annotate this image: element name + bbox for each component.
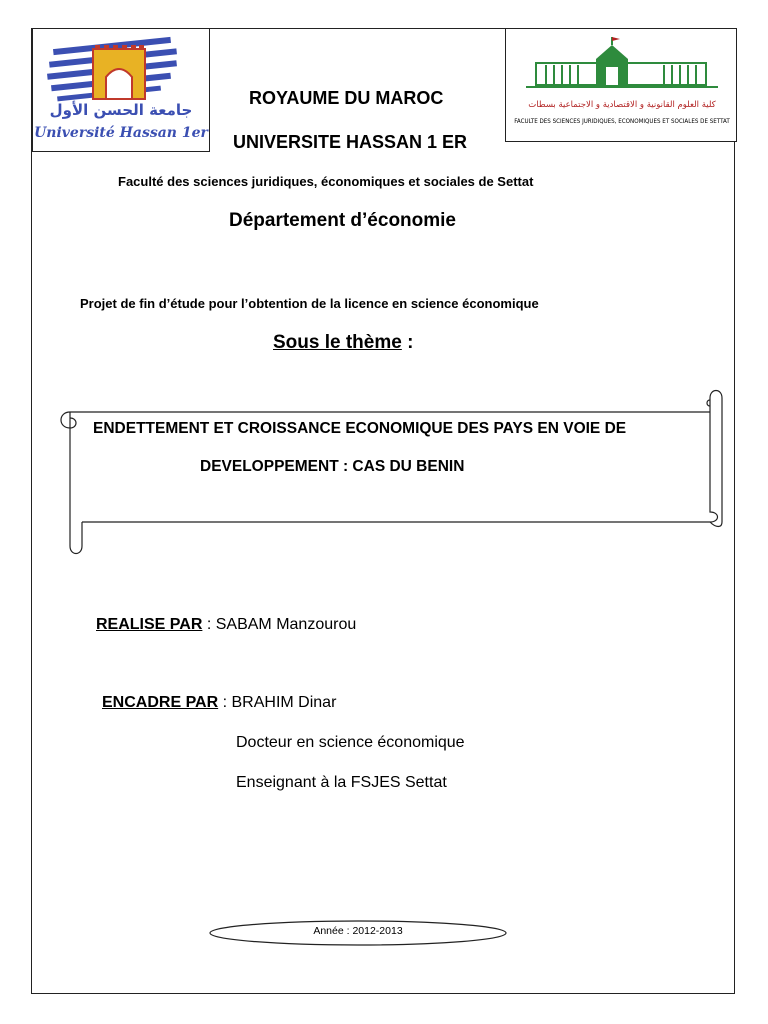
logo-latin-text: FACULTE DES SCIENCES JURIDIQUES, ECONOMIQUES ET SOCIALES DE SETTAT	[514, 118, 730, 125]
supervisor-separator: :	[218, 694, 232, 711]
author-name: SABAM Manzourou	[215, 616, 357, 633]
supervisor-label: ENCADRE PAR	[102, 694, 219, 711]
faculty-building-icon	[506, 29, 737, 142]
supervisor-line	[102, 694, 336, 712]
university-heading: UNIVERSITE HASSAN 1 ER	[233, 132, 468, 152]
theme-label: Sous le thème	[273, 332, 402, 353]
theme-heading	[273, 332, 413, 354]
department-heading: Département d’économie	[229, 210, 456, 231]
supervisor-title: Docteur en science économique	[236, 734, 465, 751]
author-line	[96, 616, 356, 634]
thesis-title-line-2: DEVELOPPEMENT : CAS DU BENIN	[200, 458, 465, 475]
project-description: Projet de fin d’étude pour l’obtention de la licence en science économique	[80, 296, 539, 311]
academic-year: Année : 2012-2013	[313, 925, 403, 937]
logo-arabic-text: كلية العلوم القانونية و الاقتصادية و الاجتماعية بسطات	[528, 100, 716, 110]
author-label: REALISE PAR	[96, 616, 203, 633]
supervisor-affiliation: Enseignant à la FSJES Settat	[236, 774, 447, 791]
faculty-logo	[505, 28, 737, 142]
university-gate-icon	[33, 29, 210, 152]
country-heading: ROYAUME DU MAROC	[249, 88, 444, 108]
logo-latin-text: Université Hassan 1er	[34, 125, 208, 141]
supervisor-name: BRAHIM Dinar	[231, 694, 337, 711]
university-logo	[32, 28, 210, 152]
thesis-title-line-1: ENDETTEMENT ET CROISSANCE ECONOMIQUE DES PAYS EN VOIE DE	[93, 420, 627, 437]
author-separator: :	[202, 616, 216, 633]
faculty-name: Faculté des sciences juridiques, économiques et sociales de Settat	[118, 174, 534, 189]
logo-arabic-text: جامعة الحسن الأول	[49, 101, 193, 119]
theme-colon: :	[401, 332, 414, 353]
